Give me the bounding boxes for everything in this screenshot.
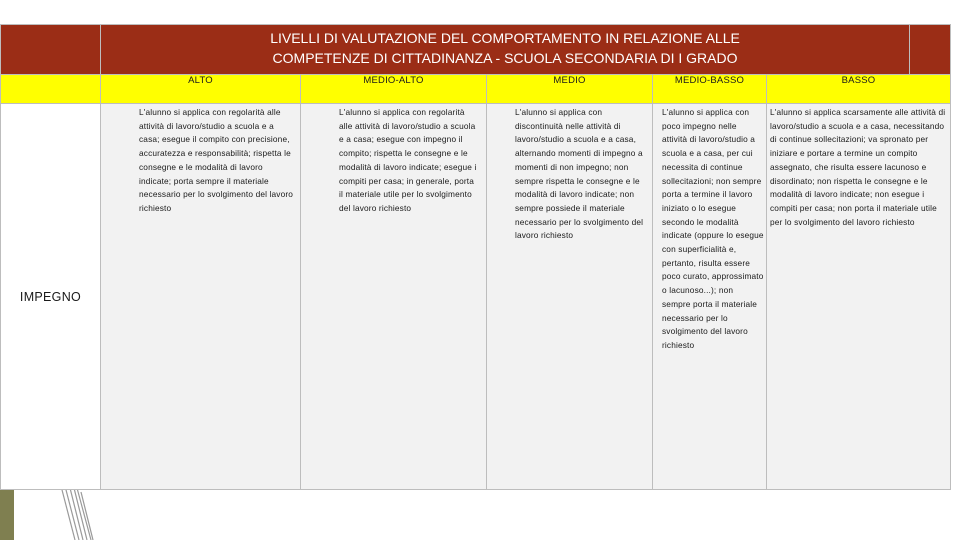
header-alto: ALTO bbox=[101, 75, 301, 104]
desc-medio-basso: L'alunno si applica con poco impegno nelle attività di lavoro/studio a scuola e a casa, per cui necessita di continue sollecitazioni; non sempre porta a termine il lavoro iniziato o lo esegue secondo le modalità indicate (oppure lo esegue con superficialità e, pertanto, risulta essere poco curato, approssimato o lacunoso...); non sempre porta il materiale necessario per lo svolgimento del lavoro richiesto bbox=[653, 104, 767, 490]
evaluation-table bbox=[0, 24, 951, 490]
header-medio-alto: MEDIO-ALTO bbox=[301, 75, 487, 104]
desc-medio-alto: L'alunno si applica con regolarità alle attività di lavoro/studio a scuola e a casa; esegue con impegno il compito; rispetta le consegne e le modalità di lavoro indicate; esegue i compiti per casa; in generale, porta il materiale utile per lo svolgimento del lavoro richiesto bbox=[301, 104, 487, 490]
title-line-1: LIVELLI DI VALUTAZIONE DEL COMPORTAMENTO IN RELAZIONE ALLE bbox=[270, 30, 740, 46]
title-left-cell bbox=[1, 25, 101, 75]
desc-medio: L'alunno si applica con discontinuità nelle attività di lavoro/studio a scuola e a casa, alternando momenti di impegno a momenti di non impegno; non sempre rispetta le consegne e le modalità di lavoro indicate; non sempre possiede il materiale necessario per lo svolgimento del lavoro richiesto bbox=[487, 104, 653, 490]
desc-alto: L'alunno si applica con regolarità alle attività di lavoro/studio a scuola e a casa; esegue il compito con precisione, accuratezza e responsabilità; rispetta le consegne e le modalità di lavoro indicate; porta sempre il materiale necessario per lo svolgimento del lavoro richiesto bbox=[101, 104, 301, 490]
title-row bbox=[1, 25, 951, 75]
header-basso: BASSO bbox=[767, 75, 951, 104]
title-line-2: COMPETENZE DI CITTADINANZA - SCUOLA SECONDARIA DI I GRADO bbox=[272, 50, 738, 66]
header-medio: MEDIO bbox=[487, 75, 653, 104]
impegno-row bbox=[1, 104, 951, 490]
header-blank-cell bbox=[1, 75, 101, 104]
header-row bbox=[1, 75, 951, 104]
table-title bbox=[101, 25, 910, 75]
row-label: IMPEGNO bbox=[1, 104, 101, 490]
decorative-stripes bbox=[55, 482, 115, 540]
title-right-cell bbox=[910, 25, 951, 75]
header-medio-basso: MEDIO-BASSO bbox=[653, 75, 767, 104]
desc-basso: L'alunno si applica scarsamente alle attività di lavoro/studio a scuola e a casa, necessitando di continue sollecitazioni; va spronato per iniziare e portare a termine un compito assegnato, che risulta essere lacunoso e disordinato; non rispetta le consegne e le modalità di lavoro indicate; non esegue i compiti per casa; non porta il materiale utile per lo svolgimento del lavoro richiesto bbox=[767, 104, 951, 490]
